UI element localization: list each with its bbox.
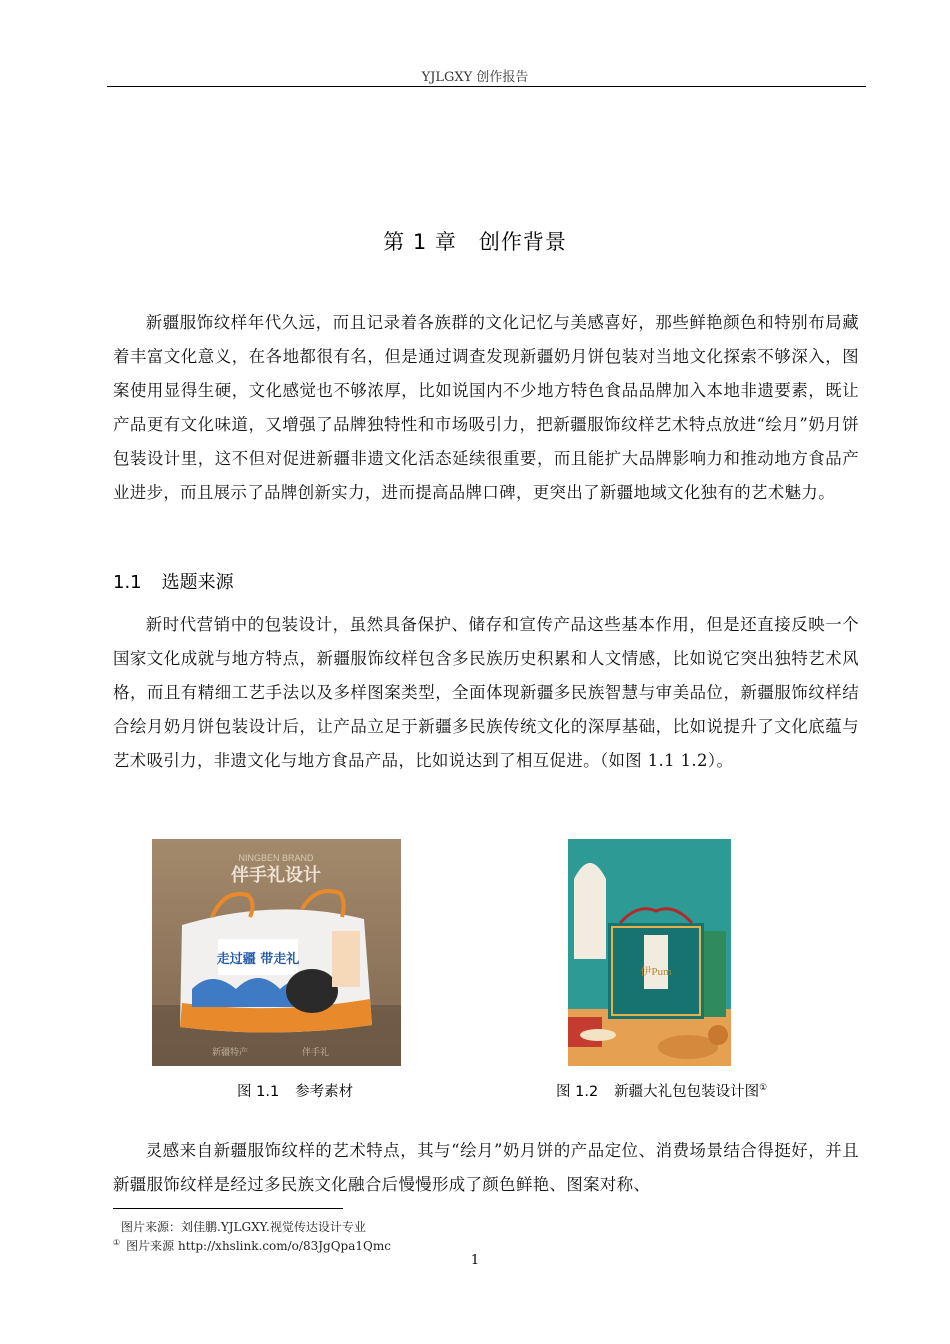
fig1-title-text: 伴手礼设计 — [231, 865, 321, 886]
fig1-watermark-2: 伴手礼 — [302, 1048, 330, 1058]
running-header: YJLGXY 创作报告 — [421, 70, 529, 85]
section-paragraph: 新时代营销中的包装设计，虽然具备保护、储存和宣传产品这些基本作用，但是还直接反映一个国家文化成就与地方特点，新疆服饰纹样包含多民族历史积累和人文情感，比如说它突出独特艺术风格，而且有精细工艺手法以及多样图案类型，全面体现新疆多民族智慧与审美品位，新疆服饰纹样结合绘月奶月饼包装设计后，让产品立足于新疆多民族传统文化的深厚基础，比如说提升了文化底蕴与艺术吸引力，非遗文化与地方食品产品，比如说达到了相互促进。（如图 1.1 1.2）。 — [113, 615, 859, 770]
footnote-2-mark: ① — [113, 1238, 121, 1247]
figure-1-2-caption-text: 新疆大礼包包装设计图 — [614, 1084, 760, 1100]
section-heading — [113, 568, 234, 594]
fig2-brand-text: 伊Pum — [640, 966, 672, 978]
figure-1-2-caption — [556, 1080, 767, 1101]
figure-1-1-caption — [237, 1080, 353, 1101]
inspiration-paragraph: 灵感来自新疆服饰纹样的艺术特点，其与“绘月”奶月饼的产品定位、消费场景结合得挺好，并且新疆服饰纹样是经过多民族文化融合后慢慢形成了颜色鲜艳、图案对称、 — [113, 1141, 859, 1194]
figure-1-2-footnote-mark: ① — [759, 1083, 768, 1094]
fig1-watermark-1: 新疆特产 — [212, 1048, 249, 1058]
figure-1-1-image — [152, 839, 401, 1066]
section-title-text: 选题来源 — [161, 572, 234, 593]
chapter-title: 第 1 章 创作背景 — [383, 230, 567, 254]
figure-1-1-label: 图 1.1 — [237, 1084, 280, 1100]
page-number: 1 — [470, 1253, 480, 1268]
footnote-1: 图片来源：刘佳鹏.YJLGXY.视觉传达设计专业 — [121, 1220, 366, 1234]
figure-1-2-image — [568, 839, 731, 1066]
section-number: 1.1 — [113, 572, 142, 593]
footnote-2 — [113, 1237, 391, 1254]
footnote-2-text: 图片来源 http://xhslink.com/o/83JgQpa1Qmc — [126, 1239, 391, 1253]
figure-1-1-caption-text: 参考素材 — [295, 1084, 354, 1100]
header-rule — [107, 86, 866, 87]
figure-1-2-label: 图 1.2 — [556, 1084, 599, 1100]
fig1-bag-text: 走过疆 带走礼 — [216, 952, 300, 967]
intro-paragraph: 新疆服饰纹样年代久远，而且记录着各族群的文化记忆与美感喜好，那些鲜艳颜色和特别布局藏着丰富文化意义，在各地都很有名，但是通过调查发现新疆奶月饼包装对当地文化探索不够深入，图案使用显得生硬，文化感觉也不够浓厚，比如说国内不少地方特色食品品牌加入本地非遗要素，既让产品更有文化味道，又增强了品牌独特性和市场吸引力，把新疆服饰纹样艺术特点放进“绘月”奶月饼包装设计里，这不但对促进新疆非遗文化活态延续很重要，而且能扩大品牌影响力和推动地方食品产业进步，而且展示了品牌创新实力，进而提高品牌口碑，更突出了新疆地域文化独有的艺术魅力。 — [113, 313, 859, 502]
fig1-top-text: NINGBEN BRAND — [238, 853, 314, 863]
footnote-rule — [113, 1208, 343, 1209]
